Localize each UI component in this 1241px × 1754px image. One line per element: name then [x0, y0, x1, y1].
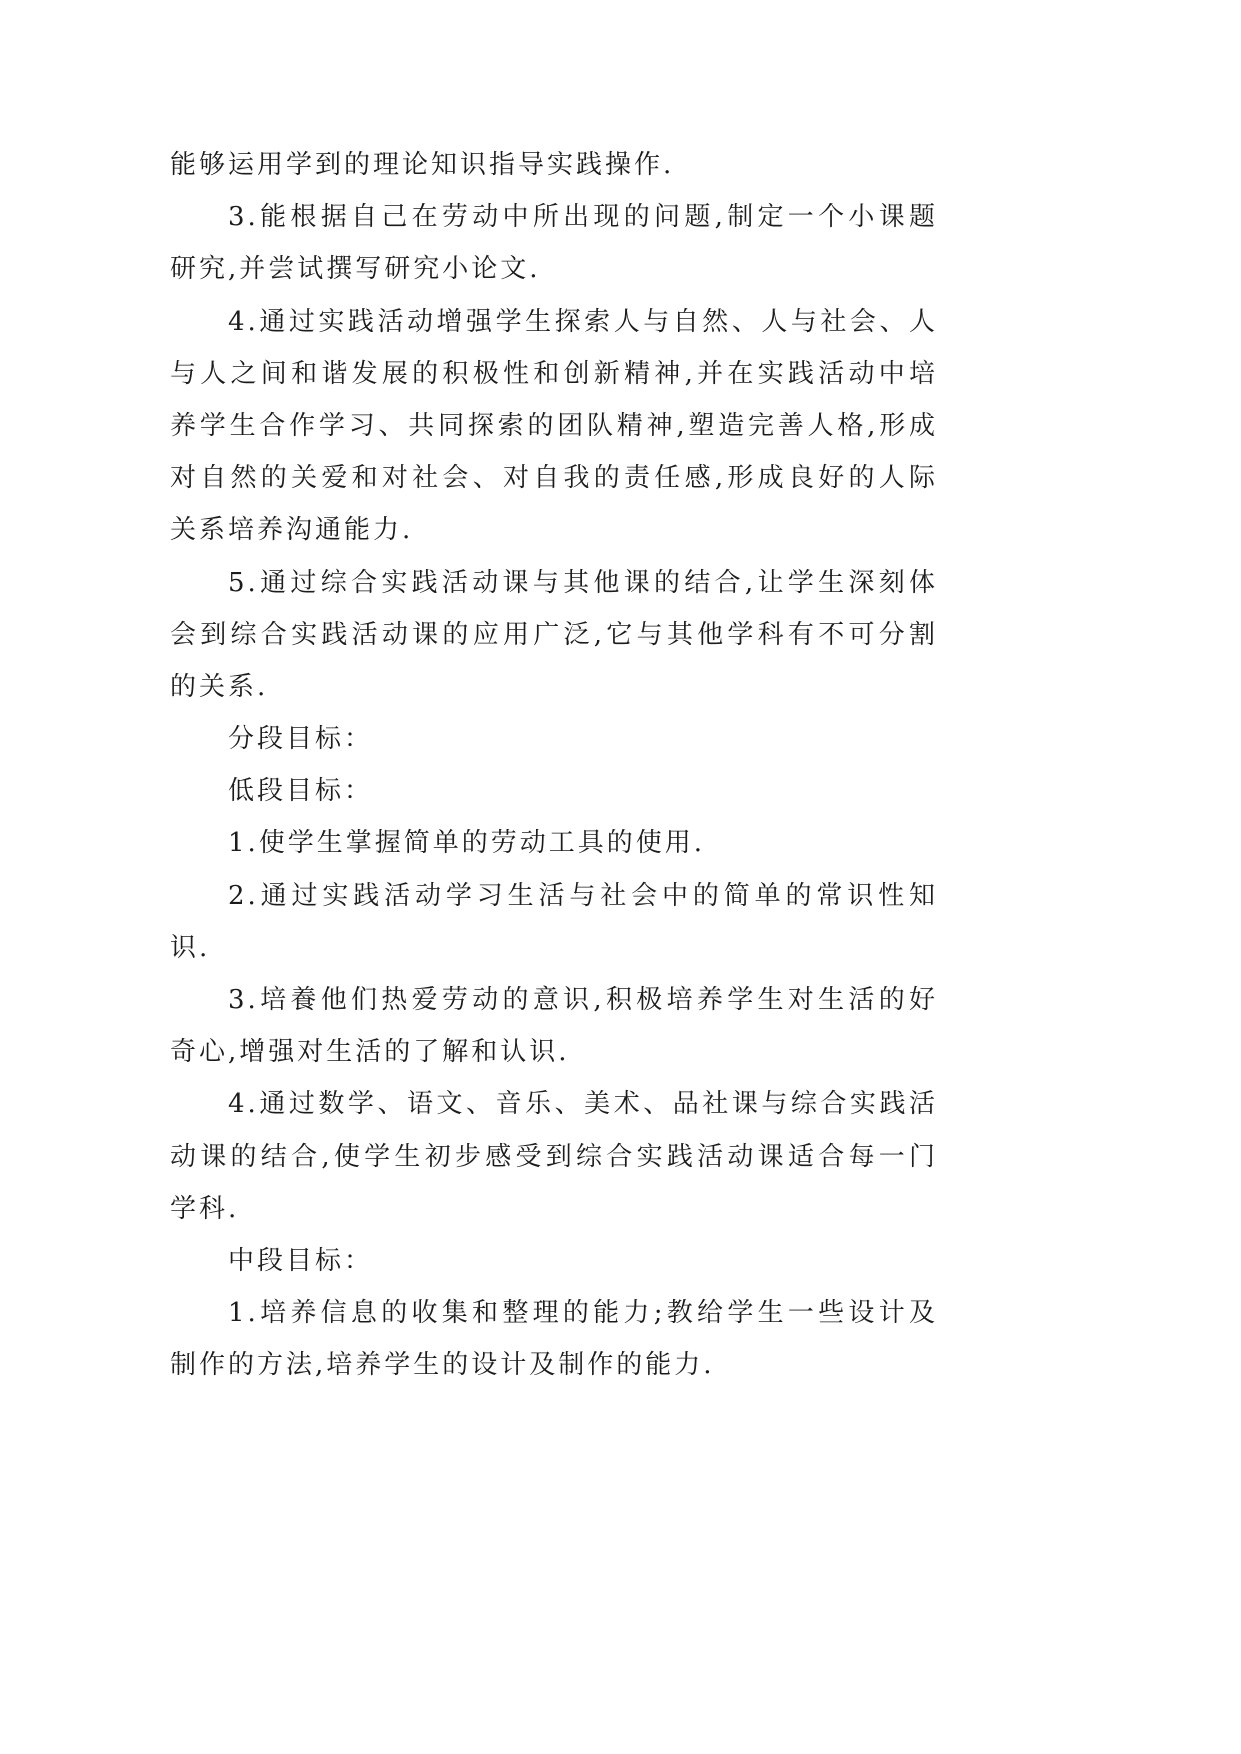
paragraph-lower-item-1 — [170, 817, 938, 869]
text-line: 3.能根据自己在劳动中所出现的问题,制定一个小课题 — [228, 202, 938, 233]
paragraph-lower-item-2 — [170, 870, 938, 974]
section-heading-lower-stage — [170, 765, 938, 817]
text-line: 制作的方法,培养学生的设计及制作的能力. — [170, 1350, 715, 1381]
section-heading-middle-stage — [170, 1235, 938, 1287]
text-line: 能够运用学到的理论知识指导实践操作. — [170, 150, 675, 180]
paragraph-item-3 — [170, 191, 938, 295]
text-line: 5.通过综合实践活动课与其他课的结合,让学生深刻体 — [228, 567, 938, 598]
text-line: 对自然的关爱和对社会、对自我的责任感,形成良好的人际 — [170, 463, 938, 494]
text-line: 关系培养沟通能力. — [170, 515, 414, 546]
text-line: 动课的结合,使学生初步感受到综合实践活动课适合每一门 — [170, 1141, 938, 1172]
text-line: 低段目标： — [228, 776, 374, 807]
text-line: 奇心,增强对生活的了解和认识. — [170, 1037, 570, 1068]
paragraph-item-4 — [170, 296, 938, 557]
text-line: 研究,并尝试撰写研究小论文. — [170, 254, 541, 285]
text-line: 中段目标： — [228, 1245, 374, 1276]
text-line: 分段目标： — [228, 724, 374, 755]
text-line: 会到综合实践活动课的应用广泛,它与其他学科有不可分割 — [170, 619, 938, 650]
text-line: 4.通过数学、语文、音乐、美术、品社课与综合实践活 — [228, 1089, 938, 1120]
text-line: 1.培养信息的收集和整理的能力;教给学生一些设计及 — [228, 1298, 938, 1329]
paragraph-lower-item-4 — [170, 1078, 938, 1235]
text-line: 4.通过实践活动增强学生探索人与自然、人与社会、人 — [228, 306, 938, 337]
text-line: 养学生合作学习、共同探索的团队精神,塑造完善人格,形成 — [170, 410, 938, 441]
section-heading-stage-goals — [170, 713, 938, 765]
text-line: 的关系. — [170, 671, 269, 702]
document-body — [170, 139, 938, 1392]
paragraph-lower-item-3 — [170, 974, 938, 1078]
paragraph-continuation — [170, 139, 938, 191]
paragraph-item-5 — [170, 557, 938, 714]
text-line: 3.培養他们热爱劳动的意识,积极培养学生对生活的好 — [228, 985, 938, 1015]
text-line: 学科. — [170, 1193, 240, 1224]
text-line: 识. — [170, 932, 211, 963]
text-line: 1.使学生掌握简单的劳动工具的使用. — [228, 828, 706, 859]
text-line: 与人之间和谐发展的积极性和创新精神,并在实践活动中培 — [170, 358, 938, 389]
text-line: 2.通过实践活动学习生活与社会中的简单的常识性知 — [228, 880, 938, 911]
paragraph-middle-item-1 — [170, 1287, 938, 1391]
